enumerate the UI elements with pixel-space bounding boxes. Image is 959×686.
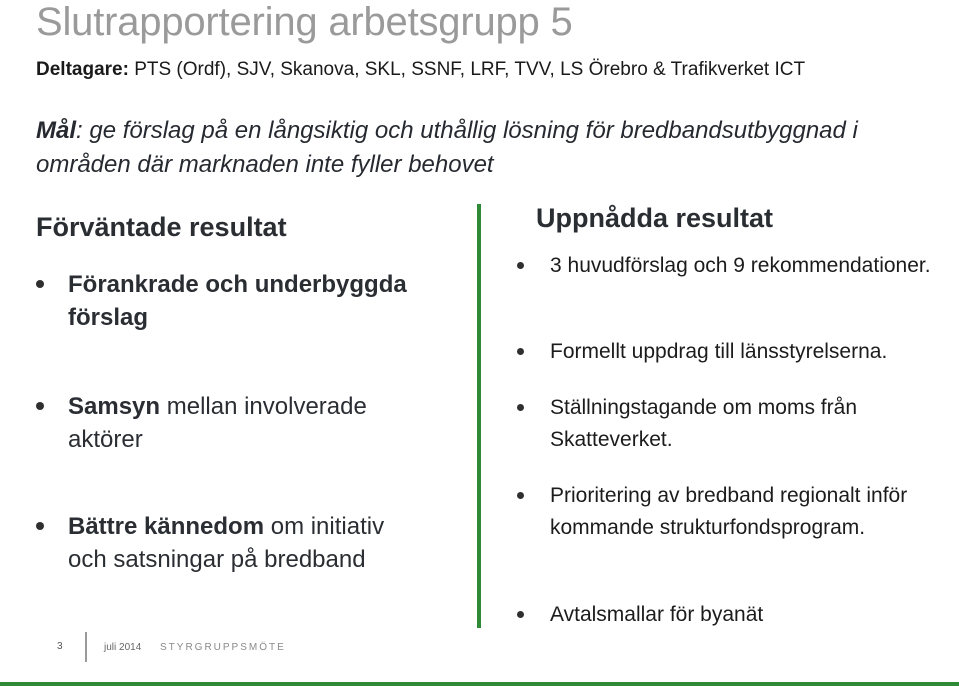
bullet-dot-icon	[36, 402, 44, 410]
achieved-item	[517, 336, 937, 368]
column-divider	[477, 204, 481, 628]
bullet-dot-icon	[517, 262, 524, 269]
achieved-item	[517, 480, 937, 544]
bottom-accent-line	[0, 682, 959, 686]
bullet-dot-icon	[36, 522, 44, 530]
expected-item-rest: om initiativ och satsningar på bredband	[68, 513, 385, 573]
participants-label: Deltagare:	[36, 59, 129, 80]
goal-text: : ge förslag på en långsiktig och uthållig lösning för bredbandsutbyggnad i områden där marknaden inte fyller behovet	[36, 117, 858, 178]
goal-statement	[36, 114, 916, 182]
achieved-item-text: Avtalsmallar för byanät	[550, 603, 764, 626]
achieved-results-heading: Uppnådda resultat	[536, 203, 774, 233]
footer-separator	[85, 632, 87, 662]
expected-item-bold: Förankrade och underbyggda förslag	[68, 271, 407, 331]
expected-item	[36, 268, 416, 334]
achieved-item	[517, 392, 937, 456]
achieved-item-text: 3 huvudförslag och 9 rekommendationer.	[550, 254, 931, 277]
expected-item	[36, 390, 416, 456]
bullet-dot-icon	[36, 280, 44, 288]
footer-brand: STYRGRUPPSMÖTE	[160, 642, 286, 653]
bullet-dot-icon	[517, 404, 524, 411]
slide-title: Slutrapportering arbetsgrupp 5	[36, 0, 573, 44]
page-number: 3	[57, 641, 63, 652]
expected-item-rest: mellan involverade aktörer	[68, 393, 367, 453]
footer-date: juli 2014	[104, 642, 142, 653]
participants-text: PTS (Ordf), SJV, Skanova, SKL, SSNF, LRF, TVV, LS Örebro & Trafikverket ICT	[128, 59, 806, 80]
achieved-item-text: Formellt uppdrag till länsstyrelserna.	[550, 340, 888, 363]
expected-item-bold: Samsyn	[68, 393, 161, 420]
participants-line	[36, 59, 805, 81]
achieved-item	[517, 599, 937, 631]
goal-label: Mål	[36, 117, 77, 144]
bullet-dot-icon	[517, 348, 524, 355]
bullet-dot-icon	[517, 492, 524, 499]
expected-item-bold: Bättre kännedom	[68, 513, 265, 540]
expected-item	[36, 510, 416, 576]
achieved-item	[517, 250, 937, 282]
expected-results-heading: Förväntade resultat	[36, 212, 287, 242]
bullet-dot-icon	[517, 611, 524, 618]
achieved-item-text: Prioritering av bredband regionalt inför kommande strukturfondsprogram.	[550, 484, 908, 539]
achieved-item-text: Ställningstagande om moms från Skatteverket.	[550, 396, 857, 451]
